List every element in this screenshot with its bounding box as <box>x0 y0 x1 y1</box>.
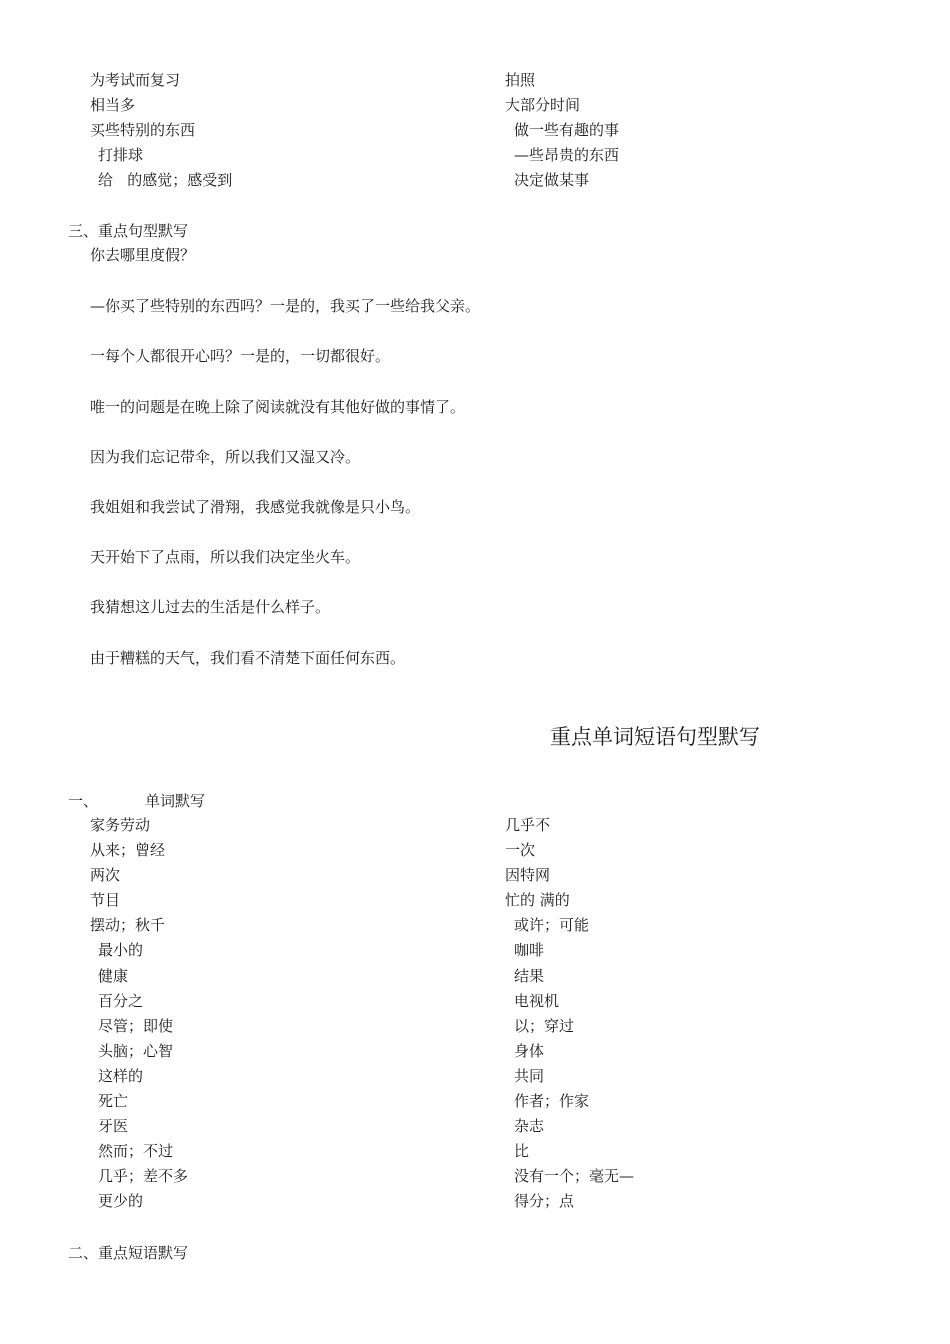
word-item: 最小的 <box>98 941 144 959</box>
word-item: 几乎；差不多 <box>98 1167 189 1185</box>
word-item: 摆动；秋千 <box>90 916 166 934</box>
word-item: 头脑；心智 <box>98 1042 174 1060</box>
word-item: 以；穿过 <box>514 1017 575 1035</box>
section-heading-phrases: 二、重点短语默写 <box>68 1244 189 1262</box>
phrase-item: 打排球 <box>98 146 144 164</box>
sentence-item: 你去哪里度假？ <box>90 246 196 264</box>
page-title: 重点单词短语句型默写 <box>550 725 760 749</box>
word-item: 没有一个；毫无— <box>514 1167 635 1185</box>
phrase-item: 为考试而复习 <box>90 71 181 89</box>
word-item: 然而；不过 <box>98 1142 174 1160</box>
section-number: 一、 <box>68 792 99 810</box>
word-item: 死亡 <box>98 1092 129 1110</box>
sentence-item: 我姐姐和我尝试了滑翔，我感觉我就像是只小鸟。 <box>90 498 421 516</box>
word-item: 从来；曾经 <box>90 841 166 859</box>
word-item: 咖啡 <box>514 941 545 959</box>
section-heading-words: 单词默写 <box>145 792 206 810</box>
word-item: 节目 <box>90 891 121 909</box>
word-item: 结果 <box>514 967 545 985</box>
phrase-item: 做一些有趣的事 <box>514 121 620 139</box>
phrase-item: 买些特别的东西 <box>90 121 196 139</box>
phrase-item: —些昂贵的东西 <box>514 146 620 164</box>
word-item: 作者；作家 <box>514 1092 590 1110</box>
word-item: 这样的 <box>98 1067 144 1085</box>
sentence-item: 唯一的问题是在晚上除了阅读就没有其他好做的事情了。 <box>90 398 466 416</box>
word-item: 因特网 <box>505 866 551 884</box>
word-item: 更少的 <box>98 1192 144 1210</box>
word-item: 牙医 <box>98 1117 129 1135</box>
phrase-item: 拍照 <box>505 71 536 89</box>
sentence-item: —你买了些特别的东西吗？一是的，我买了一些给我父亲。 <box>90 297 481 315</box>
section-heading-sentences: 三、重点句型默写 <box>68 222 189 240</box>
word-item: 共同 <box>514 1067 545 1085</box>
phrase-item: 相当多 <box>90 96 136 114</box>
phrase-item: 决定做某事 <box>514 171 590 189</box>
word-item: 得分；点 <box>514 1192 575 1210</box>
word-item: 杂志 <box>514 1117 545 1135</box>
word-item: 忙的 满的 <box>505 891 570 909</box>
word-item: 百分之 <box>98 992 144 1010</box>
word-item: 健康 <box>98 967 129 985</box>
word-item: 尽管；即使 <box>98 1017 174 1035</box>
phrase-item: 给 的感觉；感受到 <box>98 171 233 189</box>
word-item: 或许；可能 <box>514 916 590 934</box>
word-item: 一次 <box>505 841 536 859</box>
sentence-item: 一每个人都很开心吗？一是的，一切都很好。 <box>90 347 391 365</box>
sentence-item: 因为我们忘记带伞，所以我们又湿又冷。 <box>90 448 361 466</box>
sentence-item: 我猜想这儿过去的生活是什么样子。 <box>90 598 331 616</box>
word-item: 身体 <box>514 1042 545 1060</box>
word-item: 电视机 <box>514 992 560 1010</box>
word-item: 比 <box>514 1142 530 1160</box>
word-item: 几乎不 <box>505 816 551 834</box>
phrase-item: 大部分时间 <box>505 96 581 114</box>
sentence-item: 天开始下了点雨，所以我们决定坐火车。 <box>90 548 361 566</box>
sentence-item: 由于糟糕的天气，我们看不清楚下面任何东西。 <box>90 649 406 667</box>
word-item: 家务劳动 <box>90 816 151 834</box>
word-item: 两次 <box>90 866 121 884</box>
